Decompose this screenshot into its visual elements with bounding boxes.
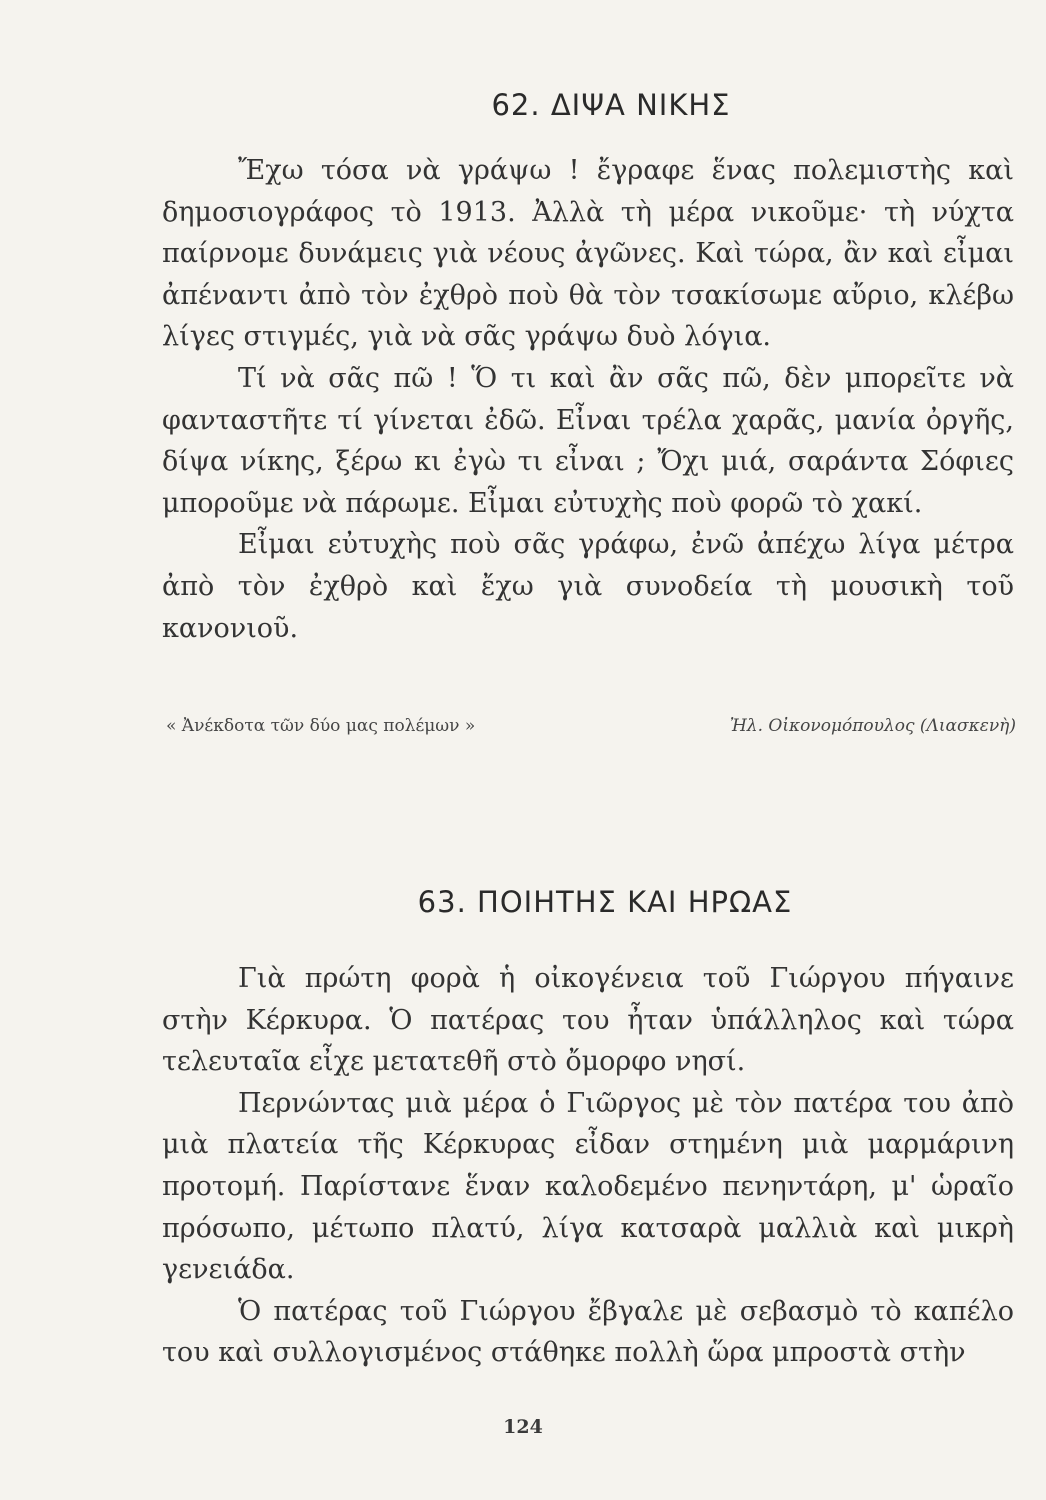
section-63-body	[162, 958, 1014, 1374]
page-number: 124	[503, 1416, 543, 1438]
section-62-body	[162, 150, 1014, 649]
paragraph: Γιὰ πρώτη φορὰ ἡ οἰκογένεια τοῦ Γιώργου πήγαινε στὴν Κέρκυρα. Ὁ πατέρας του ἦταν ὑπάλληλος καὶ τώρα τελευταῖα εἶχε μετατεθῆ στὸ ὄμορφο νησί.	[162, 963, 1014, 1078]
paragraph: Περνώντας μιὰ μέρα ὁ Γιῶργος μὲ τὸν πατέρα του ἀπὸ μιὰ πλατεία τῆς Κέρκυρας εἶδαν στημένη μιὰ μαρμάρινη προτομή. Παρίστανε ἕναν καλοδεμένο πενηντάρη, μ' ὡραῖο πρόσωπο, μέτωπο πλατύ, λίγα κατσαρὰ μαλλιὰ καὶ μικρὴ γενειάδα.	[162, 1087, 1014, 1286]
paragraph: Ἔχω τόσα νὰ γράψω ! ἔγραφε ἕνας πολεμιστὴς καὶ δημοσιογράφος τὸ 1913. Ἀλλὰ τὴ μέρα νικοῦμε· τὴ νύχτα παίρνομε δυνάμεις γιὰ νέους ἀγῶνες. Καὶ τώρα, ἂν καὶ εἶμαι ἀπέναντι ἀπὸ τὸν ἐχθρὸ ποὺ θὰ τὸν τσακίσωμε αὔριο, κλέβω λίγες στιγμές, γιὰ νὰ σᾶς γράψω δυὸ λόγια.	[162, 155, 1014, 353]
source-title: « Ἀνέκδοτα τῶν δύο μας πολέμων »	[166, 716, 476, 736]
paragraph: Τί νὰ σᾶς πῶ ! Ὅ τι καὶ ἂν σᾶς πῶ, δὲν μπορεῖτε νὰ φανταστῆτε τί γίνεται ἐδῶ. Εἶναι τρέλα χαρᾶς, μανία ὀργῆς, δίψα νίκης, ξέρω κι ἐγὼ τι εἶναι ; Ὄχι μιά, σαράντα Σόφιες μποροῦμε νὰ πάρωμε. Εἶμαι εὐτυχὴς ποὺ φορῶ τὸ χακί.	[162, 362, 1014, 519]
author-name: Ἠλ. Οἰκονομόπουλος (Λιασκενὴ)	[729, 716, 1016, 736]
section-title-63: 63. ΠΟΙΗΤΗΣ ΚΑΙ ΗΡΩΑΣ	[417, 885, 793, 919]
paragraph: Εἶμαι εὐτυχὴς ποὺ σᾶς γράφω, ἐνῶ ἀπέχω λίγα μέτρα ἀπὸ τὸν ἐχθρὸ καὶ ἔχω γιὰ συνοδεία τὴ μουσικὴ τοῦ κανονιοῦ.	[162, 529, 1014, 644]
paragraph: Ὁ πατέρας τοῦ Γιώργου ἔβγαλε μὲ σεβασμὸ τὸ καπέλο του καὶ συλλογισμένος στάθηκε πολλὴ ὥρα μπροστὰ στὴν	[162, 1295, 1014, 1369]
section-title-62: 62. ΔΙΨΑ ΝΙΚΗΣ	[491, 88, 731, 122]
